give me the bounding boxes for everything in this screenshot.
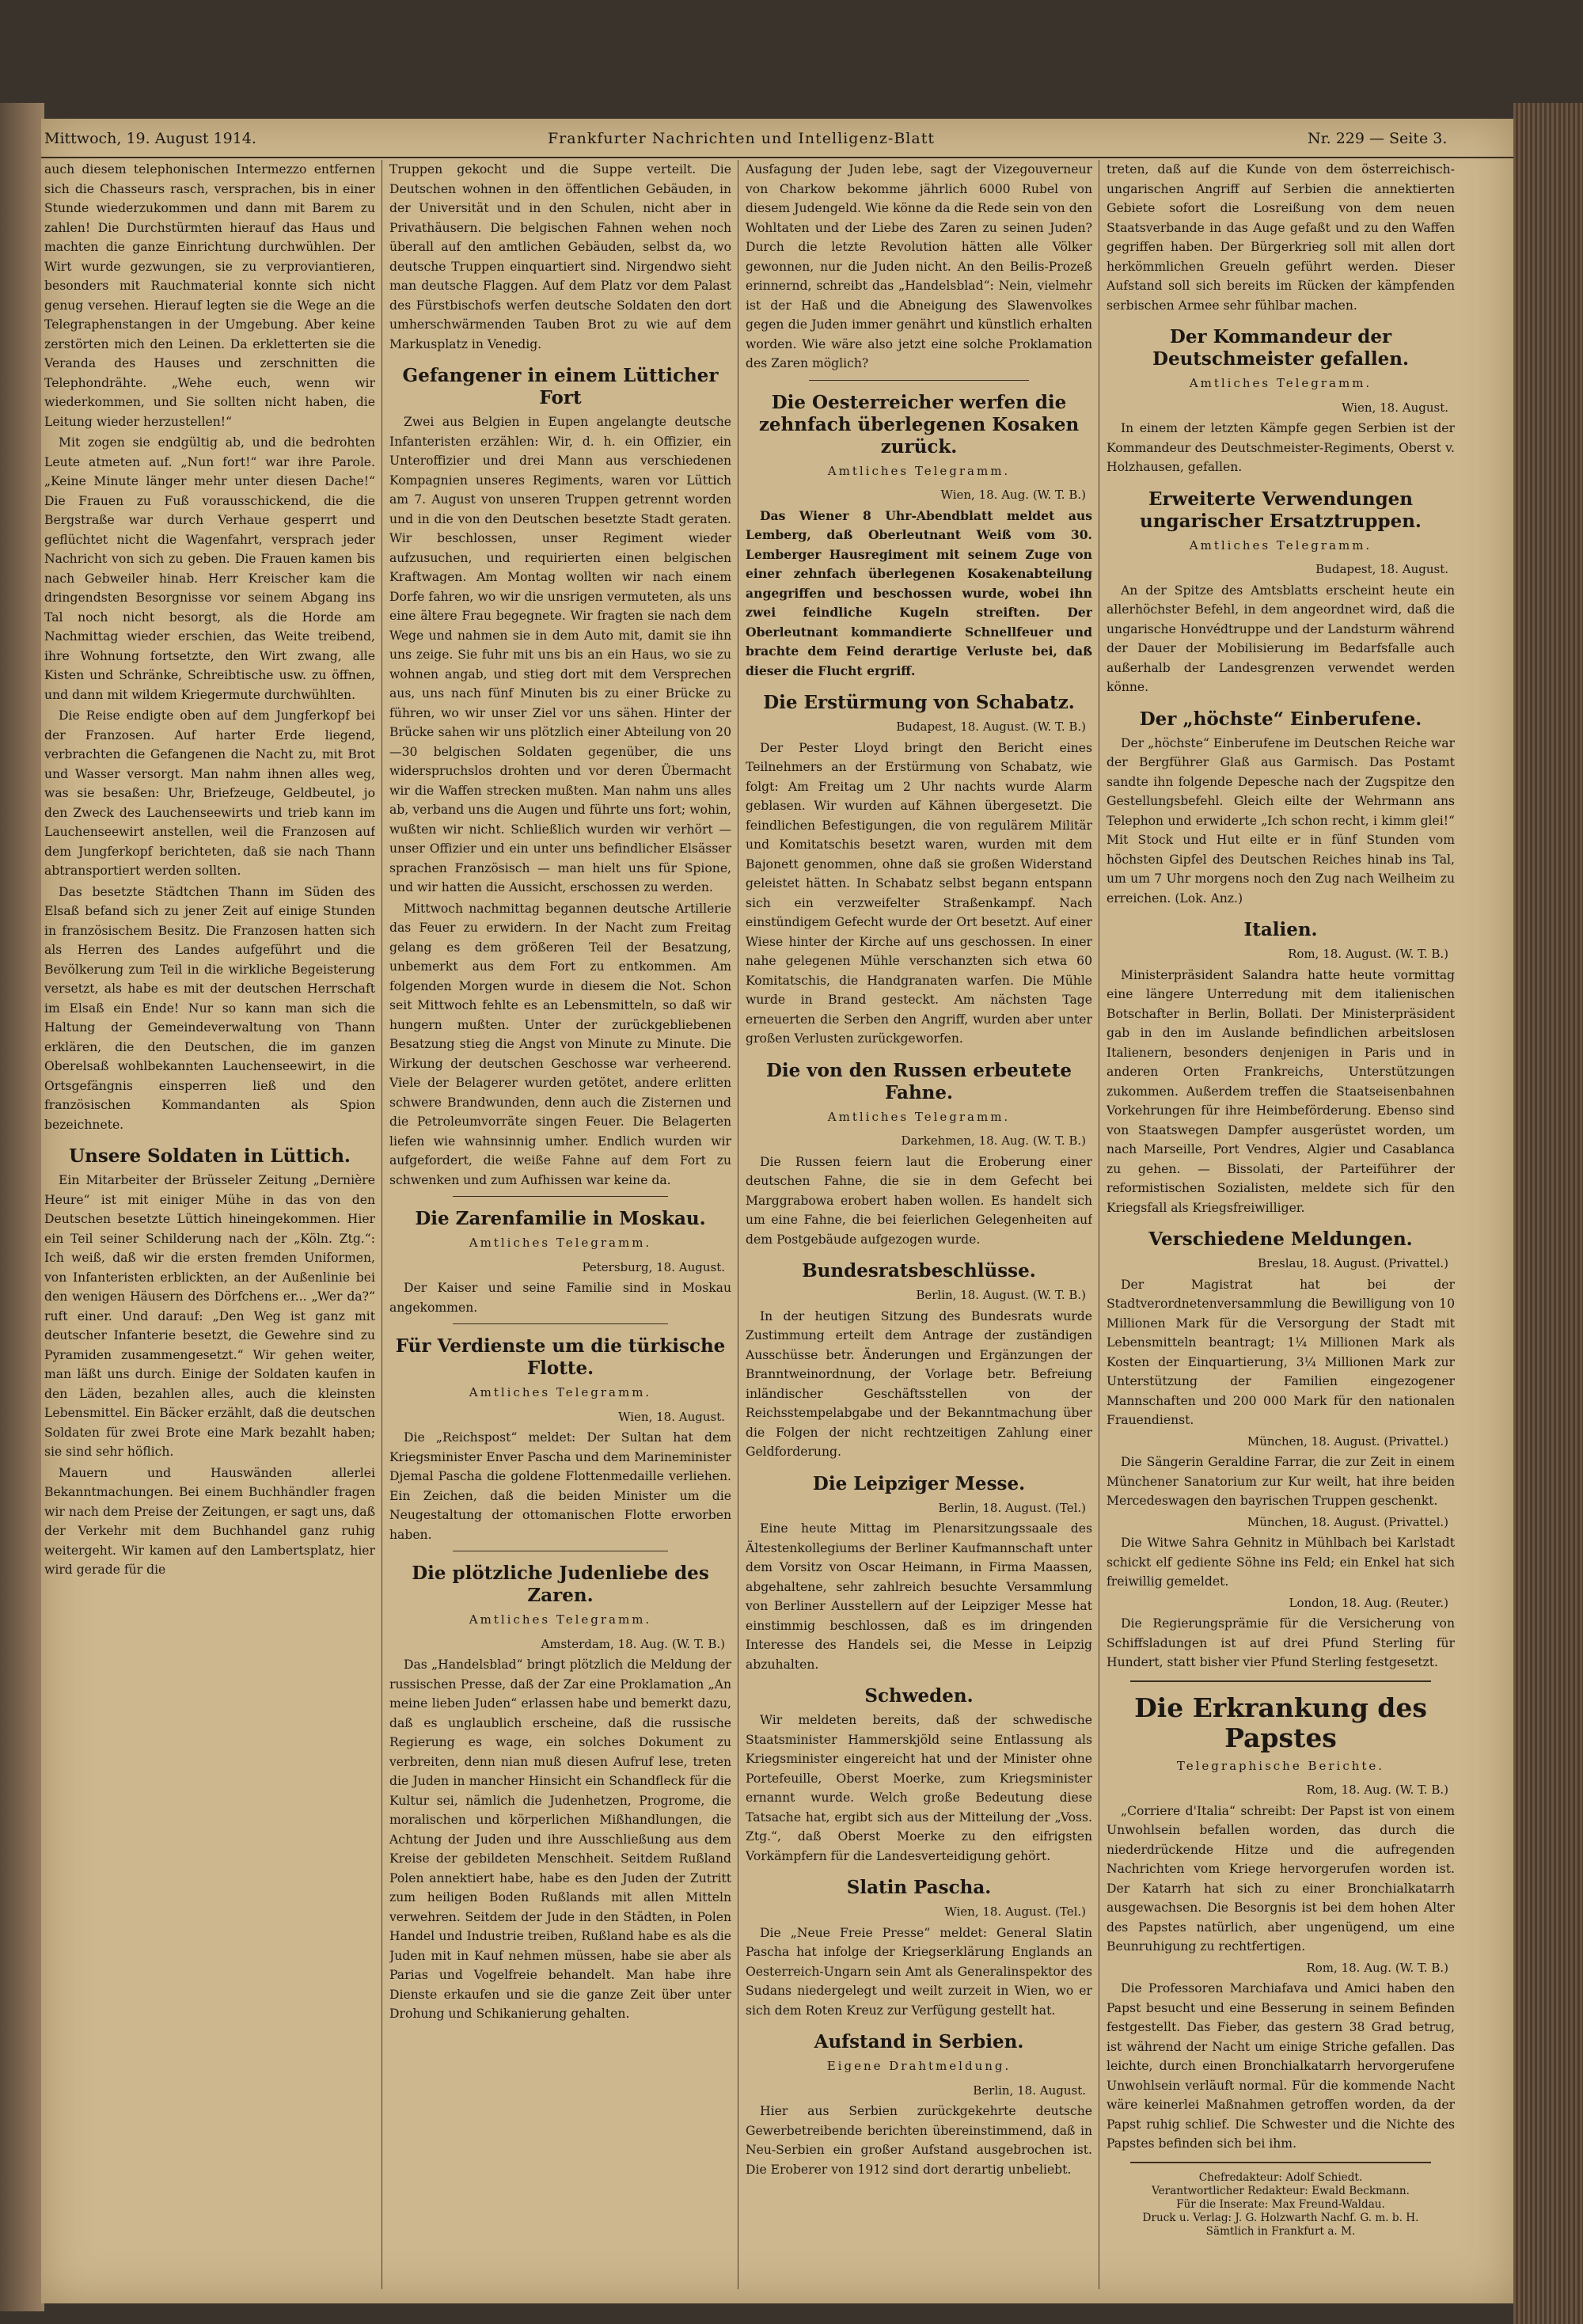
paragraph: Das Wiener 8 Uhr-Abendblatt meldet aus Lemberg, daß Oberleutnant Weiß vom 30. Lemberger Hausregiment mit seinem Zuge von einer zehnfach überlegenen Kosakenabteilung angegriffen und beschossen wurde, wobei ihn zwei feindliche Kugeln streiften. Der Oberleutnant kommandierte Schnellfeuer und brachte dem Feind derartige Verluste bei, daß dieser die Flucht ergriff. [746, 507, 1092, 678]
headline: Die Zarenfamilie in Moskau. [415, 1208, 706, 1229]
subhead: Amtliches Telegramm. [469, 1612, 652, 1627]
paragraph: Der Magistrat hat bei der Stadtverordnetenversammlung die Bewilligung von 10 Millionen Mark für die Versorgung der Stadt mit Lebensmitteln beantragt; 1¼ Millionen Mark als Kosten der Einquartierung, 3¼ Millionen Mark zur Unterstützung der Familien eingezogener Mannschaften und 200 000 Mark für den nationalen Frauendienst. [1107, 1277, 1455, 1427]
subhead: Amtliches Telegramm. [827, 1109, 1011, 1124]
paragraph: Der „höchste“ Einberufene im Deutschen Reiche war der Bergführer Glaß aus Garmisch. Das Postamt sandte ihn folgende Depesche nach der Zugspitze den Gestellungsbefehl. Gleich eilte der Wehrmann ans Telephon und erwiderte „Ich schon recht, i kimm glei!“ Mit Stock und Hut eilte er in fünf Stunden vom höchsten Gipfel des Deutschen Reiches hinab ins Tal, um um 7 Uhr morgens noch den Zug nach Weilheim zu erreichen. (Lok. Anz.) [1107, 735, 1455, 906]
paragraph: An der Spitze des Amtsblatts erscheint heute ein allerhöchster Befehl, in dem angeordnet wird, daß die ungarische Honvédtruppe und der Landsturm während der Dauer der Mobilisierung im Bedarfsfalle auch außerhalb der Landesgrenzen verwendet werden könne. [1107, 583, 1455, 694]
dateline: Rom, 18. Aug. (W. T. B.) [1306, 1783, 1448, 1797]
paragraph: Die Professoren Marchiafava und Amici haben den Papst besucht und eine Besserung in seinem Befinden festgestellt. Das Fieber, das gestern 38 Grad betrug, ist während der Nacht um einige Striche gefallen. Das leichte, durch einen Bronchialkatarrh hervorgerufene Unwohlsein verläuft normal. Für die kommende Nacht wäre keinerlei Maßnahmen getroffen worden, da der Papst ruhig schlief. Die Schwester und die Nichte des Papstes befinden sich bei ihm. [1107, 1981, 1455, 2151]
paragraph: Das besetzte Städtchen Thann im Süden des Elsaß befand sich zu jener Zeit auf einige Stunden in französischem Besitz. Die Franzosen hatten sich als Herren des Landes aufgeführt und die Bevölkerung zum Teil in die wirkliche Begeisterung versetzt, als habe es mit der deutschen Herrschaft im Elsaß ein Ende! Nur so kann man sich die Haltung der Gemeindeverwaltung von Thann erklären, die den Deutschen, die im ganzen Oberelsaß wohlbekannten Lauchenseewirt, in die Ortsgefängnis einsperren ließ und den französischen Kommandanten als Spion bezeichnete. [44, 884, 375, 1132]
imprint [1107, 2171, 1455, 2239]
dateline: London, 18. Aug. (Reuter.) [1289, 1595, 1448, 1610]
subhead: Eigene Drahtmeldung. [826, 2059, 1012, 2073]
dateline: München, 18. August. (Privattel.) [1247, 1514, 1448, 1529]
header-masthead: Frankfurter Nachrichten und Intelligenz-Blatt [548, 130, 935, 147]
dateline: Wien, 18. August. [618, 1409, 725, 1424]
section-divider [453, 1196, 668, 1197]
dateline: München, 18. August. (Privattel.) [1247, 1434, 1448, 1449]
dateline: Amsterdam, 18. Aug. (W. T. B.) [541, 1636, 725, 1651]
headline: Italien. [1243, 919, 1318, 940]
paragraph: Die Regierungsprämie für die Versicherung von Schiffsladungen ist auf drei Pfund Sterling für Hundert, statt bisher vier Pfund Sterling festgesetzt. [1107, 1616, 1455, 1669]
paragraph: Truppen gekocht und die Suppe verteilt. Die Deutschen wohnen in den öffentlichen Gebäuden, in der Universität und in den Schulen, nicht aber in Privathäusern. Die belgischen Fahnen wehen noch überall auf den amtlichen Gebäuden, selbst da, wo deutsche Truppen einquartiert sind. Nirgendwo sieht man deutsche Flaggen. Auf dem Platz vor dem Palast des Fürstbischofs werfen deutsche Soldaten den dort umherschwärmenden Tauben Brot zu wie auf dem Markusplatz in Venedig. [389, 162, 731, 351]
dateline: Rom, 18. August. (W. T. B.) [1288, 947, 1448, 961]
dateline: Breslau, 18. August. (Privattel.) [1257, 1256, 1448, 1270]
headline: Die von den Russen erbeutete Fahne. [765, 1059, 1072, 1103]
paragraph: „Corriere d'Italia“ schreibt: Der Papst ist von einem Unwohlsein befallen worden, das durch die niederdrückende Hitze und die aufregenden Nachrichten vom Kriege hervorgerufen worden ist. Der Katarrh hat sich zu einer Bronchialkatarrh ausgewachsen. Die Besorgnis ist bei dem hohen Alter des Papstes natürlich, aber ungenügend, um eine Beunruhigung zu rechtfertigen. [1107, 1803, 1455, 1954]
headline: Der Kommandeur der Deutschmeister gefallen. [1152, 326, 1409, 370]
page-header [41, 119, 1513, 158]
paragraph: Die Sängerin Geraldine Farrar, die zur Zeit in einem Münchener Sanatorium zur Kur weilt, hat ihre beiden Mercedeswagen den bayrischen Truppen geschenkt. [1107, 1455, 1455, 1508]
paragraph: Mit zogen sie endgültig ab, und die bedrohten Leute atmeten auf. „Nun fort!“ war ihre Parole. „Keine Minute länger mehr unter diesen Dache!“ Die Frauen zu Fuß vorausschickend, die die Bergstraße war durch Verhaue gesperrt und geflüchtet nicht die Wagenfahrt, versprach jeder Nachricht von sich zu geben. Die Frauen kamen bis nach Gebweiler hinab. Herr Kreischer kam die dringendsten Besorgnisse vor seinem Abgang ins Tal noch nicht besorgt, als die Horde am Nachmittag wieder erschien, das Weite treibend, ihre Wohnung fortsetzte, den Wirt zwang, alle Kisten und Schränke, Schreibtische usw. zu öffnen, und dann mit wildem Kriegermute durchwühlten. [44, 435, 375, 702]
column-3 [746, 160, 1092, 2297]
paragraph: In der heutigen Sitzung des Bundesrats wurde Zustimmung erteilt dem Antrage der zuständigen Ausschüsse betr. Änderungen und Ergänzungen der Branntweinordnung, der Vorlage betr. Befreiung inländischer Geschäftsstellen von der Reichsstempelabgabe und der Bekanntmachung über die Folgen der nicht rechtzeitigen Zahlung einer Geldforderung. [746, 1308, 1092, 1459]
paragraph: Die Witwe Sahra Gehnitz in Mühlbach bei Karlstadt schickt elf gediente Söhne ins Feld; ein Enkel hat sich freiwillig gemeldet. [1107, 1536, 1455, 1589]
subhead: Amtliches Telegramm. [1189, 376, 1372, 390]
header-issue: Nr. 229 — Seite 3. [1308, 130, 1448, 147]
headline: Die Oesterreicher werfen die zehnfach überlegenen Kosaken zurück. [758, 391, 1080, 458]
paragraph: Wir meldeten bereits, daß der schwedische Staatsminister Hammerskjöld seine Entlassung als Kriegsminister eingereicht hat und der Minister ohne Portefeuille, Oberst Moerke, zum Kriegsminister ernannt wurde. Welch große Bedeutung diese Tatsache hat, ergibt sich aus der Mitteilung der „Voss. Ztg.“, daß Oberst Moerke zu den eifrigsten Vorkämpfern für die Landesverteidigung gehört. [746, 1713, 1092, 1863]
paragraph: Die Reise endigte oben auf dem Jungferkopf bei der Franzosen. Auf harter Erde liegend, verbrachten die Gefangenen die Nacht zu, mit Brot und Wasser versorgt. Man nahm ihnen alles weg, was sie besaßen: Uhr, Briefzeuge, Geldbeutel, jo den Zweck des Lauchenseewirts und trieb kann im Lauchenseewirt anstellen, weil die Franzosen auf dem Jungferkopf berichteten, daß sie nach Thann abtransportiert werden sollten. [44, 708, 375, 878]
paragraph: Die „Reichspost“ meldet: Der Sultan hat dem Kriegsminister Enver Pascha und dem Marineminister Djemal Pascha die goldene Flottenmedaille verliehen. Ein Zeichen, daß die beiden Minister um die Neugestaltung der ottomanischen Flotte erworben haben. [389, 1430, 731, 1542]
paragraph: Das „Handelsblad“ bringt plötzlich die Meldung der russischen Presse, daß der Zar eine Proklamation „An meine lieben Juden“ erlassen habe und bemerkt dazu, daß es unglaublich erscheine, daß die russische Regierung es wage, ein solches Dokument zu verbreiten, denn nian muß diesen Aufruf lese, treten die Juden in mancher Hinsicht ein Schandfleck für die Kultur sei, nämlich die Judenhetzen, Progrome, die moralischen und körperlichen Mißhandlungen, die Achtung der Juden und ihre Ausschließung aus dem Kreise der gebildeten Menschheit. Seitdem Rußland Polen annektiert habe, habe es den Juden der Zutritt zum heiligen Boden Rußlands mit allen Mitteln verwehren. Seitdem der Jude in den Städten, in Polen Handel und Industrie treiben, Rußland habe es als die Juden mit in Kauf nehmen müssen, habe sie aber als Parias und Vogelfreie behandelt. Man habe ihre Dienste erkaufen und sie die ganze Zeit über unter Drohung und Schikanierung gehalten. [389, 1658, 731, 2021]
paragraph: Der Pester Lloyd bringt den Bericht eines Teilnehmers an der Erstürmung von Schabatz, wie folgt: Am Freitag um 2 Uhr nachts wurde Alarm geblasen. Wir wurden auf Kähnen übergesetzt. Die feindlichen Befestigungen, die von regulärem Militär und Komitatschis besetzt waren, wurden mit dem Bajonett genommen, ohne daß sie großen Widerstand geleistet hätten. In Schabatz selbst begann entspann sich ein verzweifelter Straßenkampf. Nach einstündigem Gefecht wurde der Ort besetzt. Auf einer Wiese hinter der Kirche auf uns geschossen. In einer nahe gelegenen Mühle verschanzten sich etwa 60 Komitatschis, die Handgranaten warfen. Die Mühle wurde in Brand gesteckt. Am nächsten Tage erneuerten die Serben den Angriff, wurden aber unter großen Verlusten zurückgeworfen. [746, 740, 1092, 1046]
section-divider [1130, 2162, 1431, 2163]
section-divider [453, 1323, 668, 1324]
headline: Verschiedene Meldungen. [1148, 1228, 1413, 1250]
dateline: Berlin, 18. August. (W. T. B.) [916, 1288, 1086, 1302]
dateline: Darkehmen, 18. Aug. (W. T. B.) [901, 1134, 1086, 1148]
paragraph: Hier aus Serbien zurückgekehrte deutsche Gewerbetreibende berichten übereinstimmend, daß in Neu-Serbien ein großer Aufstand ausgebrochen ist. Die Eroberer von 1912 sind dort derartig unbeliebt. [746, 2104, 1092, 2177]
imprint-line: Für die Inserate: Max Freund-Waldau. [1176, 2197, 1385, 2211]
imprint-line: Druck u. Verlag: J. G. Holzwarth Nachf. G. m. b. H. [1142, 2211, 1419, 2224]
paragraph: Ein Mitarbeiter der Brüsseler Zeitung „Dernière Heure“ ist mit einiger Mühe in das von den Deutschen besetzte Lüttich hineingekommen. Hier ein Teil seiner Schilderung nach der „Köln. Ztg.“: Ich weiß, daß wir die ersten fremden Uniformen, von Infanteristen erblickten, an der Außenlinie bei den wenigen Häusern des Dörfchens er... „Wer da?“ ruft einer. Und darauf: „Den Weg ist ganz mit deutscher Infanterie besetzt, die Gewehre sind zu Pyramiden zusammengesetzt.“ Wir gehen weiter, man läßt uns durch. Einige der Soldaten kaufen in den Läden, bezahlen alles, auch die kleinsten Lebensmittel. Ein Bäcker erzählt, daß die deutschen Soldaten für zwei Brote eine Mark bezahlt haben; sie sind sehr höflich. [44, 1173, 375, 1459]
headline: Die Erstürmung von Schabatz. [763, 692, 1075, 713]
column-2 [389, 160, 731, 2297]
headline: Unsere Soldaten in Lüttich. [69, 1145, 351, 1167]
subhead: Amtliches Telegramm. [1189, 537, 1372, 553]
subhead: Amtliches Telegramm. [827, 463, 1011, 478]
dateline: Rom, 18. Aug. (W. T. B.) [1306, 1960, 1448, 1975]
subhead: Amtliches Telegramm. [469, 1385, 652, 1399]
paragraph: Eine heute Mittag im Plenarsitzungssaale des Ältestenkollegiums der Berliner Kaufmannschaft unter dem Vorsitz von Oscar Heimann, in Firma Maassen, abgehaltene, sehr zahlreich besuchte Versammlung von Berliner Ausstellern auf der Leipziger Messe hat einstimmig beschlossen, daß es im dringenden Interesse des Handels sei, die Messe in Leipzig abzuhalten. [746, 1521, 1092, 1672]
imprint-line: Verantwortlicher Redakteur: Ewald Beckmann. [1152, 2184, 1410, 2197]
column-1 [44, 160, 375, 2297]
headline: Slatin Pascha. [846, 1877, 992, 1898]
dateline: Wien, 18. August. [1342, 400, 1448, 415]
headline: Für Verdienste um die türkische Flotte. [395, 1335, 726, 1379]
headline: Die plötzliche Judenliebe des Zaren. [412, 1563, 709, 1606]
headline: Der „höchste“ Einberufene. [1139, 708, 1422, 730]
page-edges [1513, 103, 1583, 2324]
headline: Die Leipziger Messe. [812, 1472, 1026, 1494]
imprint-line: Sämtlich in Frankfurt a. M. [1205, 2224, 1356, 2238]
dateline: Berlin, 18. August. [973, 2083, 1086, 2098]
paragraph: treten, daß auf die Kunde von dem österreichisch-ungarischen Angriff auf Serbien die annektierten Gebiete sofort die Losreißung von dem neuen Staatsverbande in das Auge gefaßt und zu den Waffen gegriffen haben. Der Bürgerkrieg soll mit allen dort herkömmlichen Greueln geführt werden. Dieser Aufstand soll sich bereits im Rücken der kämpfenden serbischen Armee sehr fühlbar machen. [1107, 162, 1455, 313]
headline: Aufstand in Serbien. [814, 2031, 1024, 2052]
subhead: Amtliches Telegramm. [469, 1236, 652, 1250]
dateline: Budapest, 18. August. [1315, 562, 1448, 576]
dateline: Berlin, 18. August. (Tel.) [938, 1500, 1086, 1515]
dateline: Wien, 18. August. (Tel.) [944, 1904, 1086, 1919]
dateline: Budapest, 18. August. (W. T. B.) [896, 720, 1086, 734]
newspaper-page [41, 119, 1513, 2303]
section-divider [1130, 1680, 1431, 1682]
header-date: Mittwoch, 19. August 1914. [44, 130, 256, 147]
headline: Erweiterte Verwendungen ungarischer Ersatztruppen. [1140, 488, 1422, 532]
paragraph: Ministerpräsident Salandra hatte heute vormittag eine längere Unterredung mit dem italienischen Botschafter in Berlin, Bollati. Der Ministerpräsident gab in den im Auslande befindlichen arbeitslosen Italienern, besonders denjenigen in Paris und in anderen Orten Frankreichs, Unterstützungen zukommen. Außerdem treffen die Staatseisenbahnen Vorkehrungen für ihre Heimbeförderung. Ebenso sind von Staatswegen Dampfer ausgerüstet worden, um nach Marseille, Port Vendres, Algier und Casablanca zu gehen. — Bissolati, der Parteiführer der reformistischen Sozialisten, meldete sich für den Kriegsfall als Kriegsfreiwilliger. [1107, 967, 1455, 1215]
paragraph: Mittwoch nachmittag begannen deutsche Artillerie das Feuer zu erwidern. In der Nacht zum Freitag gelang es dem größeren Teil der Besatzung, unbemerkt aus dem Fort zu entkommen. Am folgenden Morgen wurde in diesem die Not. Schon seit Mittwoch fehlte es an Lebensmitteln, so daß wir hungern mußten. Unter der zurückgebliebenen Besatzung stieg die Angst von Minute zu Minute. Die Wirkung der deutschen Geschosse war verheerend. Viele der Belagerer wurden getötet, andere erlitten schwere Brandwunden, denn auch die Zisternen und die Petroleumvorräte singen Feuer. Die Belagerten liefen wie wahnsinnig umher. Endlich wurden wir aufgefordert, die weiße Fahne auf dem Fort zu schwenken und zum Aufhissen war keine da. [389, 901, 731, 1187]
book-binding [0, 103, 44, 2311]
headline: Schweden. [864, 1685, 974, 1707]
paragraph: Der Kaiser und seine Familie sind in Moskau angekommen. [389, 1281, 731, 1315]
paragraph: Die Russen feiern laut die Eroberung einer deutschen Fahne, die sie in dem Gefecht bei Marggrabowa erobert haben wollen. Es handelt sich um eine Fahne, die bei feierlichen Gelegenheiten auf dem Postgebäude aufgezogen wurde. [746, 1154, 1092, 1247]
headline: Bundesratsbeschlüsse. [802, 1260, 1036, 1282]
paragraph: auch diesem telephonischen Intermezzo entfernen sich die Chasseurs rasch, versprachen, bis in einer Stunde wiederzukommen und dann mit Barem zu zahlen! Die Durchstürmten hierauf das Haus und machten die ganze Einrichtung durchwühlen. Der Wirt wurde gezwungen, sie zu verproviantieren, besonders mit Rauchmaterial konnte sich nicht genug versehen. Hierauf legten sie die Wege an die Telegraphenstangen in der Umgebung. Aber keine zerstörten mich den Leinen. Da erkletterten sie die Veranda des Hauses und zerschnitten die Telephondrähte. „Wehe euch, wenn wir wiederkommen, und Sie sollten nicht haben, die Leitung wieder herzustellen!“ [44, 162, 375, 429]
paragraph: Zwei aus Belgien in Eupen angelangte deutsche Infanteristen erzählen: Wir, d. h. ein Offizier, ein Unteroffizier und drei Mann aus verschiedenen Kompagnien unseres Regiments, waren vor Lüttich am 7. August von unseren Truppen getrennt worden und in die von den Deutschen besetzte Stadt geraten. Wir beschlossen, unser Regiment wieder aufzusuchen, und requirierten einen belgischen Kraftwagen. Am Montag wollten wir nach einem Dorfe fahren, wo wir die unsrigen vermuteten, als uns eine ältere Frau begegnete. Wir fragten sie nach dem Wege und nahmen sie in dem Auto mit, damit sie ihn uns zeige. Sie fuhr mit uns bis an ein Haus, wo sie zu wohnen angab, und stieg dort mit dem Versprechen aus, uns nach fünf Minuten bis zu einer Brücke zu führen, wo wir unser Ziel vor uns sähen. Hinter der Brücke sahen wir uns plötzlich einer Abteilung von 20—30 belgischen Soldaten gegenüber, die uns widerspruchslos drohten und vor deren Übermacht wir die Waffen strecken mußten. Man nahm uns alles ab, verband uns die Augen und führte uns fort; wohin, wußten wir nicht. Schließlich wurden wir verhört — unser Offizier und ein unter uns befindlicher Elsässer sprachen Französisch — man hielt uns für Spione, und wir hatten die Aussicht, erschossen zu werden. [389, 415, 731, 894]
subhead: Telegraphische Berichte. [1176, 1758, 1385, 1773]
headline: Gefangener in einem Lütticher Fort [402, 365, 719, 408]
dateline: Wien, 18. Aug. (W. T. B.) [940, 488, 1086, 502]
paragraph: In einem der letzten Kämpfe gegen Serbien ist der Kommandeur des Deutschmeister-Regiments, Oberst v. Holzhausen, gefallen. [1107, 421, 1455, 474]
paragraph: Ausfagung der Juden lebe, sagt der Vizegouverneur von Charkow bekomme jährlich 6000 Rubel von diesem Judengeld. Wie könne da die Rede sein von den Wohltaten und der Liebe des Zaren zu seinen Juden? Durch die letzte Revolution hätten alle Völker gewonnen, nur die Juden nicht. An den Beilis-Prozeß erinnernd, schreibt das „Handelsblad“: Nein, vielmehr ist der Haß und die Abneigung des Slawenvolkes gegen die Juden immer genährt und künstlich erhalten worden. Wie wäre also jetzt eine solche Proklamation des Zaren möglich? [746, 162, 1092, 370]
imprint-line: Chefredakteur: Adolf Schiedt. [1198, 2170, 1363, 2184]
paragraph: Die „Neue Freie Presse“ meldet: General Slatin Pascha hat infolge der Kriegserklärung Englands an Oesterreich-Ungarn sein Amt als Generalinspektor des Sudans niedergelegt und weilt zurzeit in Wien, wo er sich dem Roten Kreuz zur Verfügung gestellt hat. [746, 1925, 1092, 2018]
dateline: Petersburg, 18. August. [582, 1259, 725, 1274]
paragraph: Mauern und Hauswänden allerlei Bekanntmachungen. Bei einem Buchhändler fragen wir nach dem Preise der Zeitungen, er sagt uns, daß der Verkehr mit dem Buchhandel ganz ruhig weitergeht. Wir kamen auf den Lambertsplatz, hier wird gerade für die [44, 1465, 375, 1577]
headline: Die Erkrankung des Papstes [1134, 1692, 1427, 1753]
column-4 [1107, 160, 1455, 2297]
section-divider [809, 380, 1029, 381]
